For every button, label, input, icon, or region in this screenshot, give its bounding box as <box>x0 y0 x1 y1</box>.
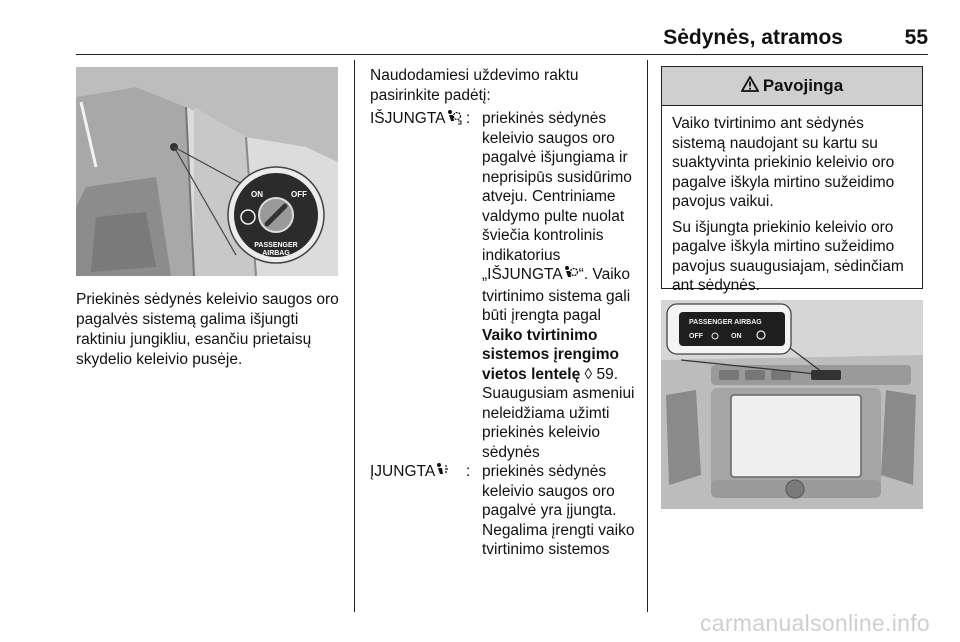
warning-icon <box>741 76 759 97</box>
page-reference-icon: ◊ <box>580 365 593 383</box>
panel-title: PASSENGER AIRBAG <box>689 319 762 326</box>
column-divider-right <box>647 60 648 612</box>
figure-airbag-key-switch <box>76 67 338 276</box>
position-definitions <box>370 109 642 560</box>
definition-body-off-cont: “. Vaiko tvirtinimo sistema gali būti įrengta pagal <box>482 266 631 324</box>
definition-body-off-end: Suaugusiam asmeniui neleidžiama užimti priekinės keleivio sėdynės <box>482 385 635 461</box>
dial-off-label: OFF <box>291 190 307 199</box>
definition-body-off: priekinės sėdynės keleivio saugos oro pagalvė išjungiama ir neprisipūs susidūrimo atveju. Centriniame valdymo pulte nuolat šviečia kontrolinis indikatorius „IŠJUNGTA <box>482 110 632 283</box>
figure-caption: Priekinės sėdynės keleivio saugos oro pagalvės sistemą galima išjungti raktiniu jungikliu, esančiu prietaisų skydelio keleivio pusėje. <box>76 291 339 368</box>
airbag-off-icon <box>563 265 579 287</box>
figure-console-indicator <box>661 300 923 509</box>
intro-paragraph: Naudodamiesi uždevimo raktu pasirinkite padėtį: <box>370 67 579 104</box>
warning-paragraph-2: Su išjungta priekinio keleivio oro pagalve iškyla mirtino sužeidimo pavojus suaugusiajam, sėdinčiam ant sėdynės. <box>672 218 904 294</box>
header-divider <box>76 54 928 55</box>
airbag-off-icon <box>446 109 462 131</box>
dial-airbag-label: AIRBAG <box>262 250 290 257</box>
dial-on-label: ON <box>251 190 263 199</box>
column-divider-left <box>354 60 355 612</box>
warning-box <box>661 66 923 294</box>
definition-term-off: IŠJUNGTA <box>370 110 446 127</box>
page-reference: 59. <box>592 365 619 383</box>
definition-body-on: priekinės sėdynės keleivio saugos oro pagalvė yra įjungta. Negalima įrengti vaiko tvirtinimo sistemos <box>482 463 635 558</box>
definition-on: ĮJUNGTA : priekinės sėdynės keleivio saugos oro pagalvė yra įjungta. Negalima įrengti vaiko tvirtinimo sistemos <box>370 462 642 560</box>
panel-on-label: ON <box>731 333 742 340</box>
warning-paragraph-1: Vaiko tvirtinimo ant sėdynės sistemą naudojant su kartu su suaktyvinta priekinio keleivio oro pagalve iškyla mirtino sužeidimo pavojus vaikui. <box>672 115 895 210</box>
watermark: carmanualsonline.info <box>699 610 930 636</box>
warning-title: Pavojinga <box>762 76 844 95</box>
child-seat-table-link[interactable]: Vaiko tvirtinimo sistemos įrengimo vietos lentelę <box>482 326 619 383</box>
definition-term-on: ĮJUNGTA <box>370 463 436 480</box>
panel-off-label: OFF <box>689 333 703 340</box>
page-section-title: Sėdynės, atramos <box>663 26 843 49</box>
page-number: 55 <box>904 26 928 49</box>
airbag-on-icon <box>435 462 449 484</box>
dial-passenger-label: PASSENGER <box>254 242 298 249</box>
definition-off: IŠJUNGTA : priekinės sėdynės keleivio saugos oro pagalvė išjungiama ir neprisipūs susidūrimo atveju. Centriniame valdymo pulte nuolat šviečia kontrolinis indikatorius „IŠJUNGTA “. Vaiko tvirtinimo sistema gali būti įrengta pagal Vaiko tvirtinimo sistemos įrengimo vietos lentelę ◊ 59. Suaugusiam asmeniui neleidžiama užimti priekinės keleivio sėdynės <box>370 110 635 461</box>
